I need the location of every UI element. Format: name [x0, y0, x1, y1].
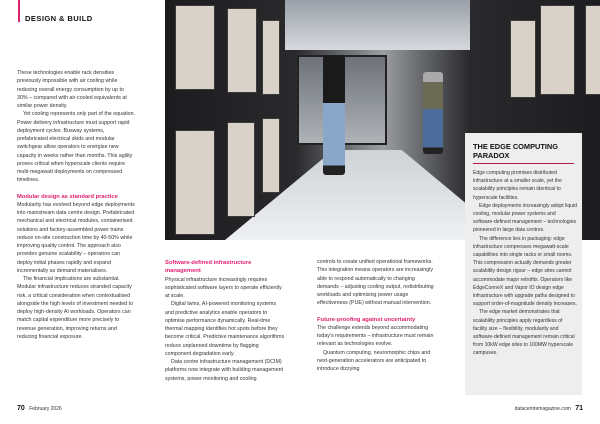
paragraph: The edge market demonstrates that scalability principles apply regardless of facility size – flexibility, modularity and software-defined management remain critical from 10kW edge sites to 100MW hyperscale campuses.: [473, 309, 575, 357]
paragraph: Quantum computing, neuromorphic chips and next-generation accelerators are anticipated to introduce dizzying: [317, 349, 431, 372]
paragraph: The challenge extends beyond accommodating today's requirements – infrastructure must remain relevant as technologies evolve.: [317, 324, 434, 348]
page-number: 71: [575, 405, 583, 412]
paragraph: The financial implications are substantial. Modular infrastructure reduces stranded capacity risk, a critical consideration when contextualised alongside the high levels of investment needed to deploy high-density AI workloads. Operators can match capital expenditure more precisely to revenue generation, improving returns and reducing financial exposure.: [17, 276, 134, 340]
page-number: 70: [17, 405, 25, 412]
section-label: DESIGN & BUILD: [25, 14, 93, 23]
paragraph: Digital twins, AI-powered monitoring systems and predictive analytics enable operators to optimise performance dynamically. Real-time thermal mapping identifies hot spots before they become critical. Predictive maintenance algorithms reduce unplanned downtime by flagging component degradation early.: [165, 301, 285, 357]
divider: [473, 163, 574, 164]
person-figure: [323, 55, 345, 175]
footer-right: [515, 405, 583, 412]
left-column: [17, 69, 135, 341]
paragraph: Yet cooling represents only part of the equation. Power delivery infrastructure must support rapid deployment cycles. Busway systems, prefabricated electrical skids and modular switchgear allow operators to energise new capacity in weeks rather than months. This agility proves critical when hyperscale clients require multi-megawatt deployments on compressed timelines.: [17, 111, 135, 184]
footer-left: [17, 405, 62, 412]
website: datacentremagazine.com: [514, 406, 571, 412]
subheading: Software-defined infrastructure management: [165, 260, 252, 275]
section-accent-bar: [18, 0, 20, 22]
sidebar-title: THE EDGE COMPUTING PARADOX: [473, 142, 558, 160]
paragraph: Edge computing promises distributed infrastructure at a smaller scale, yet the scalability principles remain identical to hyperscale facilities.: [473, 170, 562, 201]
paragraph: Physical infrastructure increasingly requires sophisticated software layers to operate efficiently at scale.: [165, 276, 282, 299]
paragraph: controls to create unified operational frameworks. This integration means operators are increasingly able to respond automatically to changing demands – adjusting cooling output, redistributing workloads and optimising power usage effectiveness (PUE) without manual intervention.: [317, 259, 434, 307]
paragraph: These technologies enable rack densities previously impossible with air cooling while reducing overall energy consumption by up to 30% – compared with air-cooled equivalents at similar power density.: [17, 70, 127, 109]
paragraph: Edge deployments increasingly adopt liquid cooling, modular power systems and software-defined management – technologies pioneered in large data centres.: [473, 202, 577, 234]
subheading: Future-proofing against uncertainty: [317, 316, 416, 323]
person-figure: [423, 72, 443, 154]
sidebar-box: [465, 133, 582, 395]
paragraph: Data centre infrastructure management (DCIM) platforms now integrate with building management systems, power monitoring and cooling: [165, 359, 284, 382]
issue-date: February 2026: [29, 406, 62, 412]
right-column: [317, 258, 437, 373]
paragraph: The difference lies in packaging: edge infrastructure compresses megawatt-scale capabilities into single racks or small rooms. This compression actually demands greater scalability design rigour – edge sites cannot accommodate major retrofits. Operators like EdgeConneX and Vapor IO design edge infrastructure with upgrade paths designed to support order-of-magnitude density increases.: [473, 235, 577, 308]
subheading: Modular design as standard practice: [17, 193, 118, 200]
paragraph: Modularity has evolved beyond edge deployments into mainstream data centre design. Prefabricated mechanical and electrical modules, containerised solutions and factory-assembled power trains reduce on-site construction time by 40-50% while improving quality control. The approach also provides genuine scalability – operators can deploy initial phases rapidly and expand incrementally as demand materialises.: [17, 201, 135, 274]
middle-column: [165, 259, 285, 383]
